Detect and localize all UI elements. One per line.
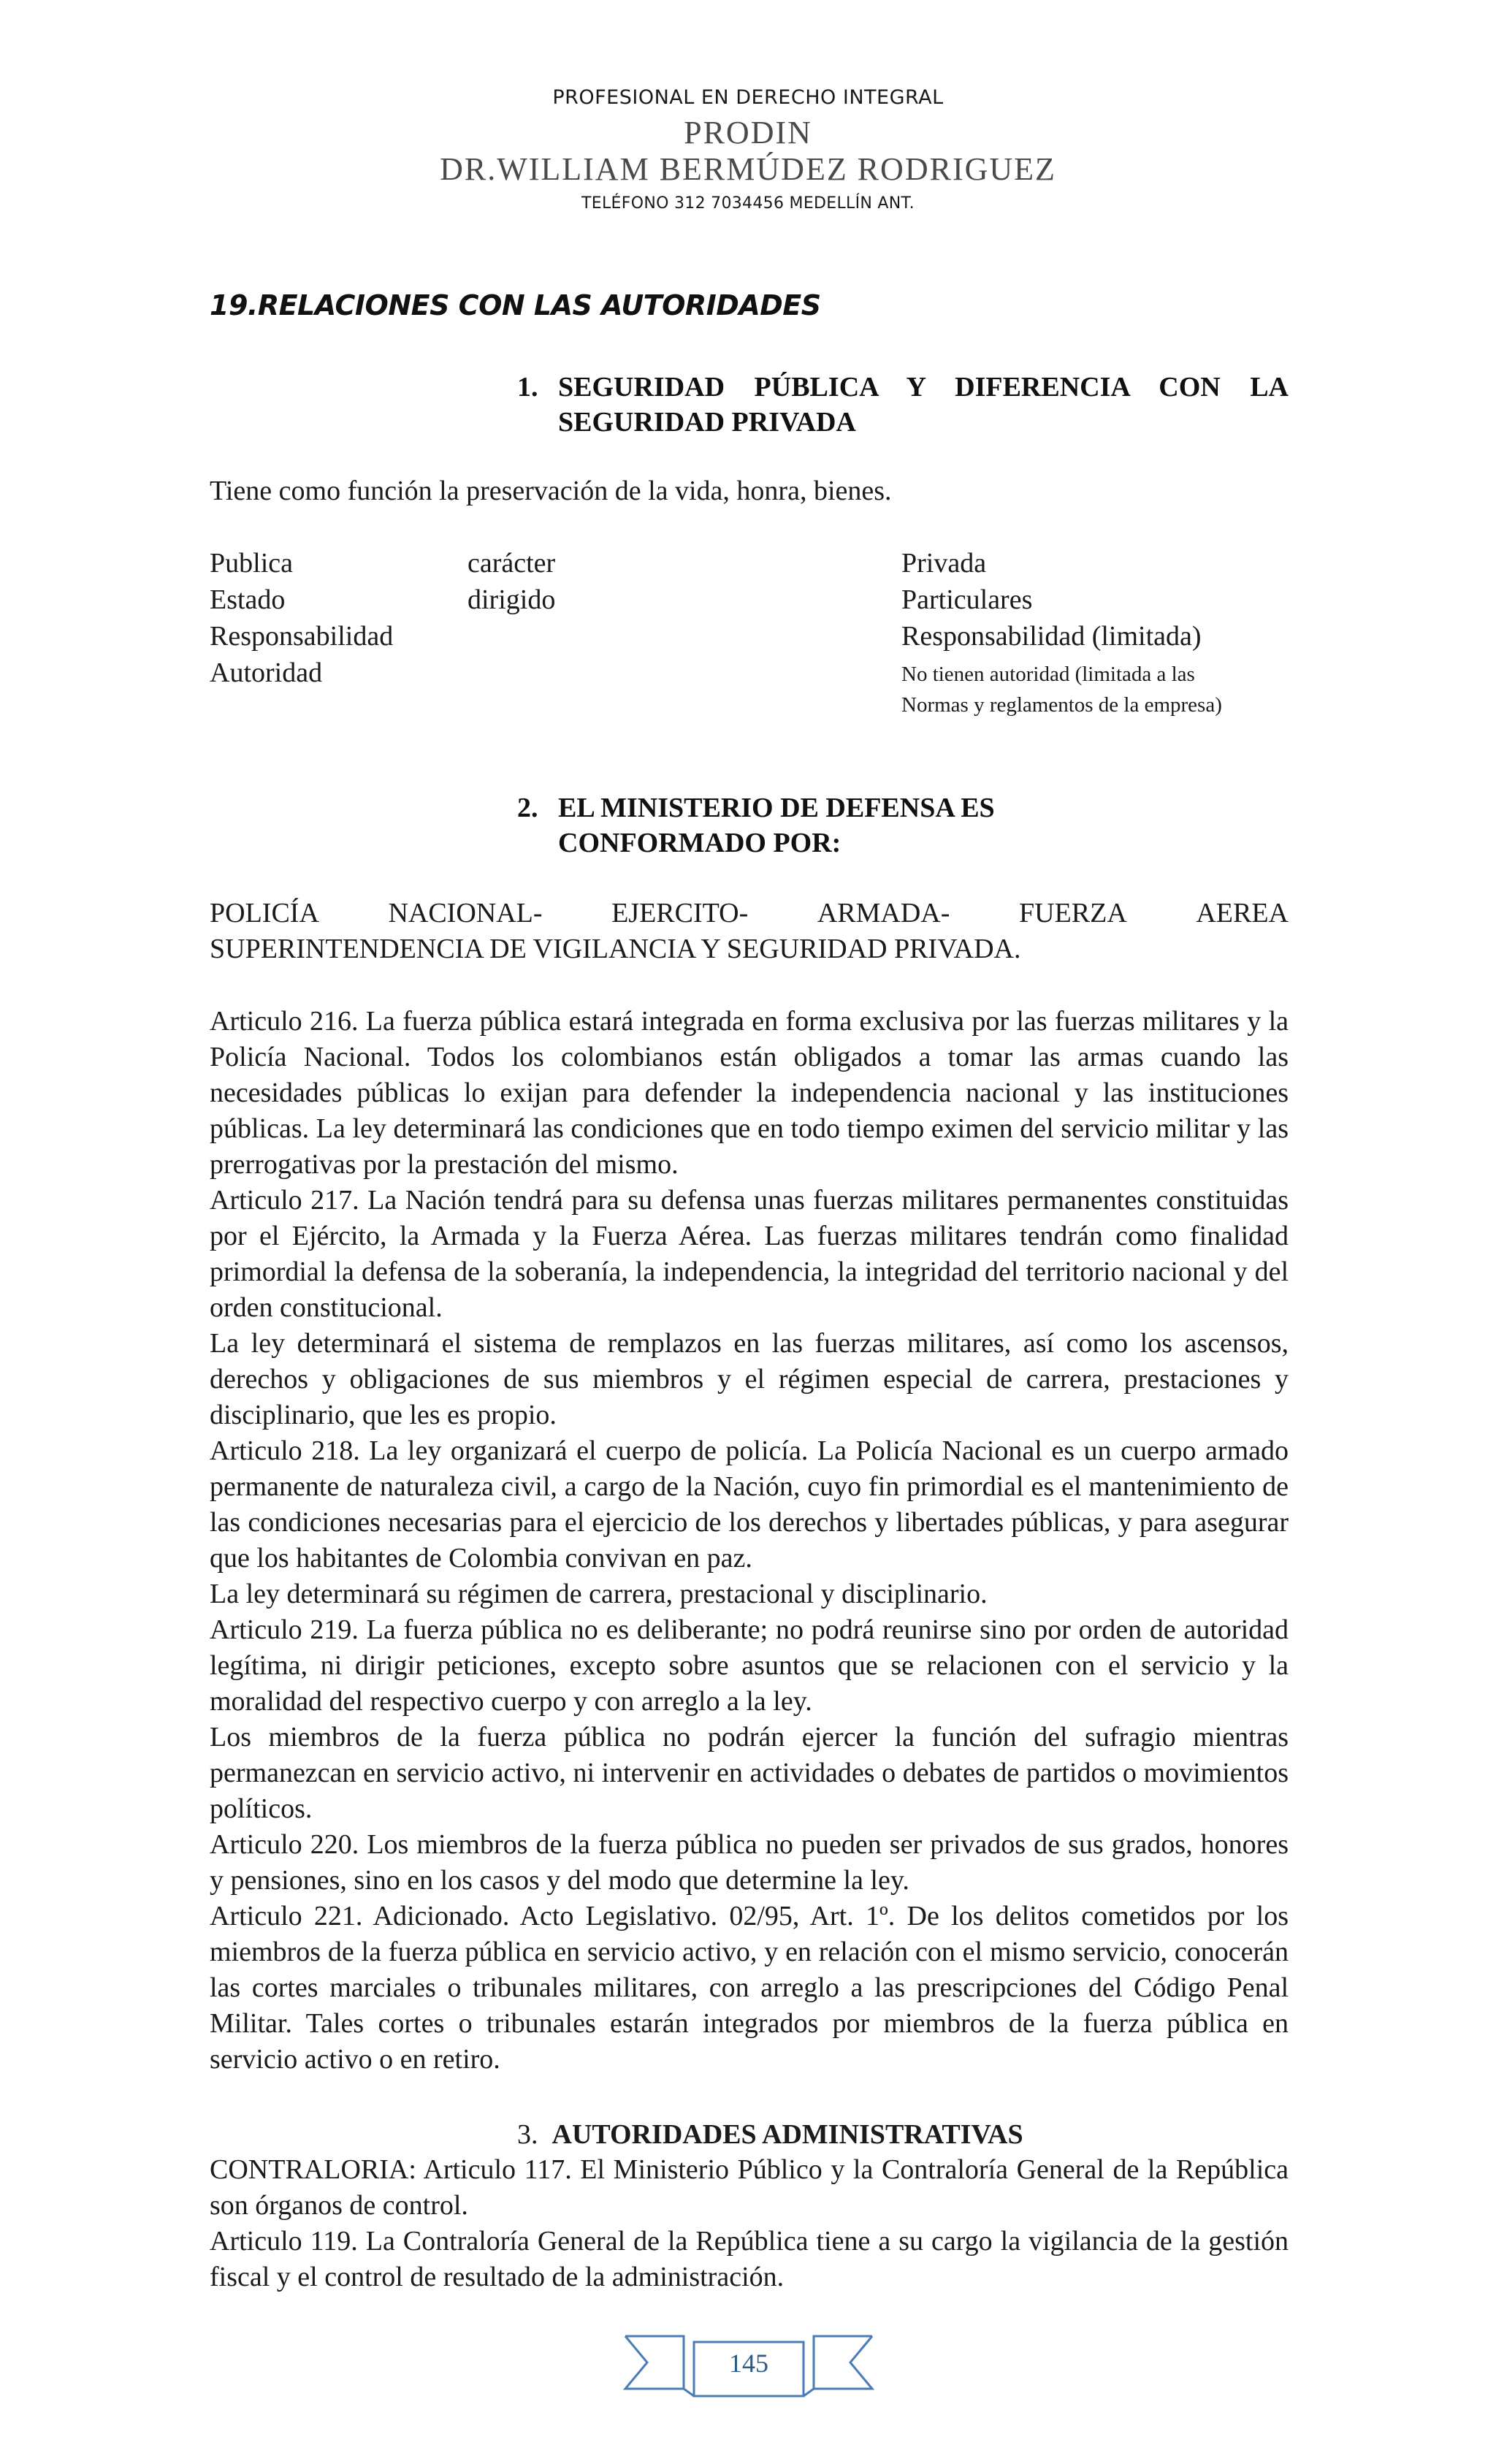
comparison-cell: Responsabilidad (limitada) xyxy=(901,621,1202,652)
comparison-row xyxy=(210,545,1305,581)
heading-seguridad xyxy=(517,370,1289,440)
comparison-note: Normas y reglamentos de la empresa) xyxy=(901,693,1222,717)
comparison-row xyxy=(210,581,1305,618)
admin-paragraph: Articulo 119. La Contraloría General de la República tiene a su cargo la vigilancia de la gestión fiscal y el control de resultado de la administración. xyxy=(210,2226,1289,2292)
heading-text: AUTORIDADES ADMINISTRATIVAS xyxy=(552,2119,1023,2150)
comparison-cell: Privada xyxy=(901,548,987,579)
comparison-cell: Publica xyxy=(210,548,293,579)
admin-block xyxy=(210,2152,1289,2295)
article-paragraph: Articulo 216. La fuerza pública estará integrada en forma exclusiva por las fuerzas militares y la Policía Nacional. Todos los colombianos están obligados a tomar las armas cuando las necesidades públicas lo exijan para defender la independencia nacional y las instituciones públicas. La ley determinará las condiciones que en todo tiempo eximen del servicio militar y las prerrogativas por la prestación del mismo. xyxy=(210,1006,1289,1180)
force-word: FUERZA xyxy=(1018,898,1127,928)
forces-list xyxy=(210,896,1289,967)
section-title: 19.RELACIONES CON LAS AUTORIDADES xyxy=(210,289,821,321)
comparison-cell: Estado xyxy=(210,584,286,615)
article-paragraph: Articulo 220. Los miembros de la fuerza pública no pueden ser privados de sus grados, honores y pensiones, sino en los casos y del modo que determine la ley. xyxy=(210,1829,1289,1896)
force-word: EJERCITO- xyxy=(611,898,749,928)
article-paragraph: La ley determinará el sistema de remplazos en las fuerzas militares, así como los ascensos, derechos y obligaciones de sus miembros y el régimen especial de carrera, prestaciones y disciplinario, que les es propio. xyxy=(210,1328,1289,1430)
comparison-cell: carácter xyxy=(468,548,556,579)
article-paragraph: Articulo 217. La Nación tendrá para su defensa unas fuerzas militares permanentes constituidas por el Ejército, la Armada y la Fuerza Aérea. Las fuerzas militares tendrán como finalidad primordial la defensa de la soberanía, la independencia, la integridad del territorio nacional y del orden constitucional. xyxy=(210,1185,1289,1323)
page-number: 145 xyxy=(729,2349,768,2378)
heading-word: DE xyxy=(780,793,819,823)
header-brand: PRODIN xyxy=(684,115,812,150)
intro-paragraph: Tiene como función la preservación de la vida, honra, bienes. xyxy=(210,476,892,506)
force-word: ARMADA- xyxy=(817,898,950,928)
articles-block xyxy=(210,1004,1289,2078)
comparison-cell: No tienen autoridad (limitada a las xyxy=(901,663,1195,686)
force-word: POLICÍA xyxy=(210,898,319,928)
comparison-row xyxy=(210,655,1305,691)
comparison-table xyxy=(210,545,1305,723)
comparison-cell: Responsabilidad xyxy=(210,621,394,652)
comparison-row xyxy=(210,618,1305,655)
heading-line xyxy=(558,793,995,823)
article-paragraph: La ley determinará su régimen de carrera, prestacional y disciplinario. xyxy=(210,1579,988,1609)
heading-word: EL xyxy=(558,793,594,823)
heading-number: 2. xyxy=(517,793,538,823)
forces-line: SUPERINTENDENCIA DE VIGILANCIA Y SEGURIDAD PRIVADA. xyxy=(210,934,1021,964)
heading-ministerio xyxy=(517,790,1289,861)
article-paragraph: Articulo 221. Adicionado. Acto Legislativo. 02/95, Art. 1º. De los delitos cometidos por los miembros de la fuerza pública en servicio activo, y en relación con el mismo servicio, conocerán las cortes marciales o tribunales militares, con arreglo a las prescripciones del Código Penal Militar. Tales cortes o tribunales estarán integrados por miembros de la fuerza pública en servicio activo o en retiro. xyxy=(210,1901,1289,2075)
admin-paragraph: CONTRALORIA: Articulo 117. El Ministerio Público y la Contraloría General de la República son órganos de control. xyxy=(210,2154,1289,2221)
heading-line: SEGURIDAD PRIVADA xyxy=(558,407,856,438)
header-phone: TELÉFONO 312 7034456 MEDELLÍN ANT. xyxy=(581,194,915,213)
heading-word: DEFENSA xyxy=(825,793,954,823)
comparison-cell: Autoridad xyxy=(210,657,323,688)
article-paragraph: Articulo 218. La ley organizará el cuerpo de policía. La Policía Nacional es un cuerpo armado permanente de naturaleza civil, a cargo de la Nación, cuyo fin primordial es el mantenimiento de las condiciones necesarias para el ejercicio de los derechos y libertades públicas, y para asegurar que los habitantes de Colombia convivan en paz. xyxy=(210,1435,1289,1574)
article-paragraph: Los miembros de la fuerza pública no podrán ejercer la función del sufragio mientras permanezcan en servicio activo, ni intervenir en actividades o debates de partidos o movimientos políticos. xyxy=(210,1722,1289,1824)
page-number-ribbon xyxy=(622,2332,875,2400)
force-word: NACIONAL- xyxy=(388,898,543,928)
comparison-cell: Particulares xyxy=(901,584,1033,615)
heading-number: 1. xyxy=(517,372,538,403)
header-author: DR.WILLIAM BERMÚDEZ RODRIGUEZ xyxy=(440,151,1056,187)
heading-word: ES xyxy=(961,793,995,823)
force-word: AEREA xyxy=(1196,898,1289,928)
article-paragraph: Articulo 219. La fuerza pública no es deliberante; no podrá reunirse sino por orden de autoridad legítima, ni dirigir peticiones, excepto sobre asuntos que se relacionen con el servicio y la moralidad del respectivo cuerpo y con arreglo a la ley. xyxy=(210,1614,1289,1717)
heading-line: SEGURIDAD PÚBLICA Y DIFERENCIA CON LA xyxy=(558,372,1289,403)
comparison-cell: dirigido xyxy=(468,584,556,615)
forces-line xyxy=(210,896,1289,931)
heading-autoridades xyxy=(517,2117,1023,2152)
heading-line: CONFORMADO POR: xyxy=(558,828,842,858)
heading-word: MINISTERIO xyxy=(600,793,774,823)
heading-number: 3. xyxy=(517,2119,538,2150)
comparison-row xyxy=(210,691,1305,723)
header-profession: PROFESIONAL EN DERECHO INTEGRAL xyxy=(552,86,944,109)
